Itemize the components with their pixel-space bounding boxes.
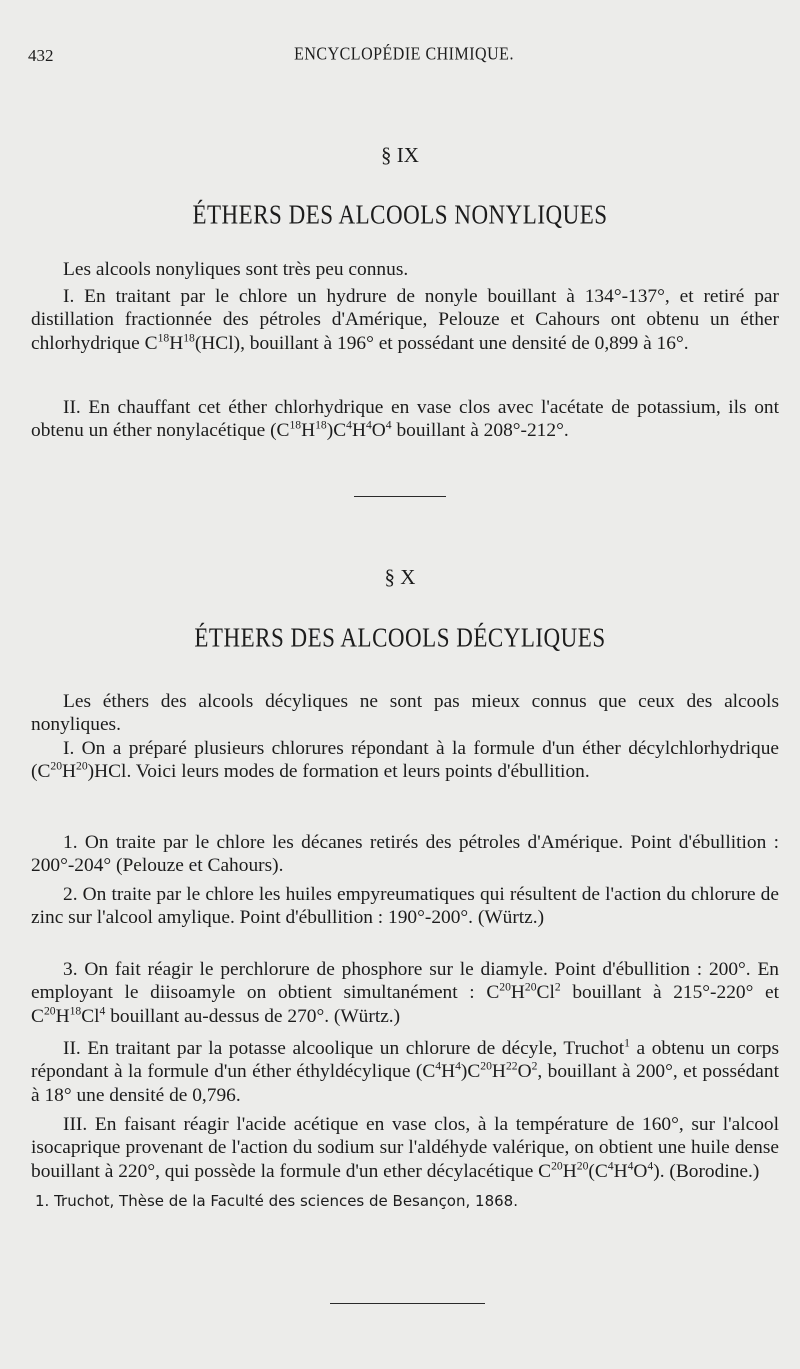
formation-method-1: 1. On traite par le chlore les décanes retirés des pétroles d'Amérique. Point d'ébullition : 200°-204° (Pelouze et Cahours). <box>31 832 779 877</box>
page-number: 432 <box>28 46 54 65</box>
section-ix-mark: § IX <box>381 143 419 167</box>
section-x-paragraph-1: I. On a préparé plusieurs chlorures répondant à la formule d'un éther décylchlorhydrique $(C^{20}H^{20})HCl$. Voici leurs modes de formation et leurs points d'ébullition. <box>31 738 779 783</box>
page-header <box>28 46 780 70</box>
section-ix-paragraph-2: II. En chauffant cet éther chlorhydrique en vase clos avec l'acétate de potassium, ils ont obtenu un éther nonylacétique $(C^{18}H^{18})C^4H^4O^4$ bouillant à 208°-212°. <box>31 397 779 442</box>
section-x-paragraph-2: II. En traitant par la potasse alcoolique un chlorure de décyle, Truchot$^1$ a obtenu un corps répondant à la formule d'un éther éthyldécylique $(C^4H^4)C^{20}H^{22}O^2$, bouillant à 200°, et possédant à 18° une densité de 0,796. <box>31 1036 779 1106</box>
section-ix-paragraph-1: I. En traitant par le chlore un hydrure de nonyle bouillant à 134°-137°, et retiré par distillation fractionnée des pétroles d'Amérique, Pelouze et Cahours ont obtenu un éther chlorhydrique $C^{18}H^{18}(HCl)$, bouillant à 196° et possédant une densité de 0,899 à 16°. <box>31 286 779 354</box>
section-x-intro: Les éthers des alcools décyliques ne sont pas mieux connus que ceux des alcools nonyliques. <box>31 691 779 736</box>
section-divider <box>354 496 446 497</box>
bottom-rule <box>330 1303 485 1304</box>
section-x-mark: § X <box>384 565 416 589</box>
section-x-title: ÉTHERS DES ALCOOLS DÉCYLIQUES <box>194 622 606 653</box>
section-ix-intro: Les alcools nonyliques sont très peu connus. <box>63 259 409 280</box>
footnote: 1. Truchot, Thèse de la Faculté des sciences de Besançon, 1868. <box>35 1192 518 1210</box>
section-ix-title: ÉTHERS DES ALCOOLS NONYLIQUES <box>192 199 608 230</box>
formation-method-3: 3. On fait réagir le perchlorure de phosphore sur le diamyle. Point d'ébullition : 200°. En employant le diisoamyle on obtient simultanément : $C^{20}H^{20}Cl^2$ bouillant à 215°-220° et $C^{20}H^{18}Cl^4$ bouillant au-dessus de 270°. (Würtz.) <box>31 959 779 1027</box>
running-title: ENCYCLOPÉDIE CHIMIQUE. <box>294 44 514 65</box>
footnote-reference: 1 <box>624 1036 630 1050</box>
section-x-paragraph-3: III. En faisant réagir l'acide acétique en vase clos, à la température de 160°, sur l'alcool isocaprique provenant de l'action du sodium sur l'aldéhyde valérique, on obtient une huile dense bouillant à 220°, qui possède la formule d'un ether décylacétique $C^{20}H^{20}(C^4H^4O^4)$. (Borodine.) <box>31 1114 779 1182</box>
formation-method-2: 2. On traite par le chlore les huiles empyreumatiques qui résultent de l'action du chlorure de zinc sur l'alcool amylique. Point d'ébullition : 190°-200°. (Würtz.) <box>31 884 779 929</box>
